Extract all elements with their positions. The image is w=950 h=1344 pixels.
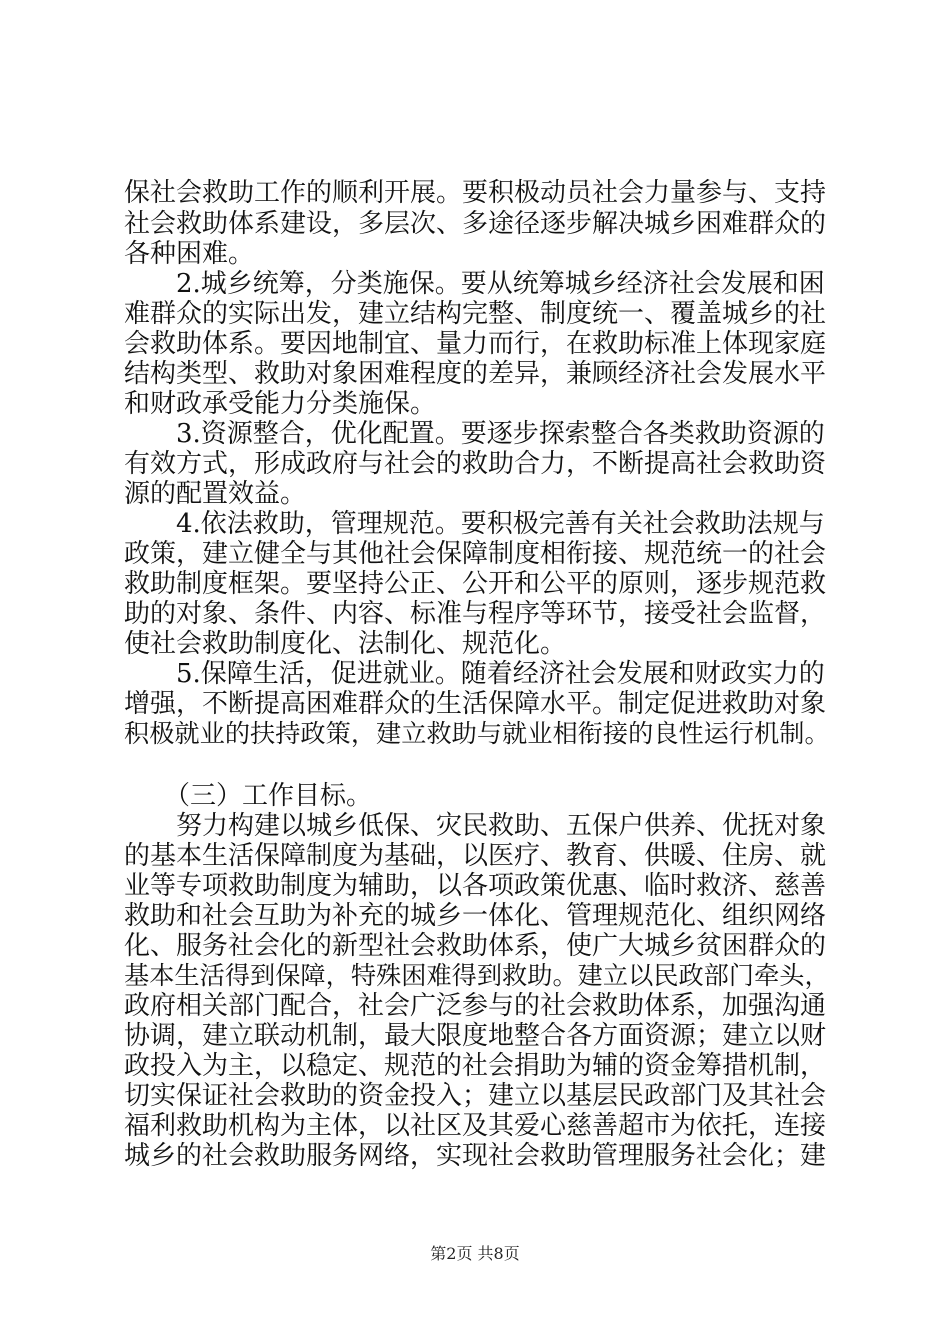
page-footer: 第2页 共8页	[430, 1244, 520, 1263]
text-line: 协调，建立联动机制，最大限度地整合各方面资源；建立以财	[124, 1021, 827, 1051]
text-line: 社会救助体系建设，多层次、多途径逐步解决城乡困难群众的	[124, 209, 827, 239]
section-heading: （三）工作目标。	[164, 781, 373, 811]
text-line: 会救助体系。要因地制宜、量力而行，在救助标准上体现家庭	[124, 329, 827, 359]
text-line: 政策，建立健全与其他社会保障制度相衔接、规范统一的社会	[124, 539, 827, 569]
text-line: 切实保证社会救助的资金投入；建立以基层民政部门及其社会	[124, 1081, 827, 1111]
text-line: 2.城乡统筹，分类施保。要从统筹城乡经济社会发展和困	[176, 269, 825, 299]
text-line: 有效方式，形成政府与社会的救助合力，不断提高社会救助资	[124, 449, 827, 479]
text-line: 救助制度框架。要坚持公正、公开和公平的原则，逐步规范救	[124, 569, 827, 599]
text-line: 3.资源整合，优化配置。要逐步探索整合各类救助资源的	[176, 419, 825, 449]
text-line: 努力构建以城乡低保、灾民救助、五保户供养、优抚对象	[176, 811, 827, 841]
text-line: 福利救助机构为主体，以社区及其爱心慈善超市为依托，连接	[124, 1111, 827, 1141]
text-line: 基本生活得到保障，特殊困难得到救助。建立以民政部门牵头，	[124, 961, 830, 990]
text-line: 难群众的实际出发，建立结构完整、制度统一、覆盖城乡的社	[124, 299, 827, 329]
text-line: 积极就业的扶持政策，建立救助与就业相衔接的良性运行机制。	[124, 719, 830, 748]
text-line: 5.保障生活，促进就业。随着经济社会发展和财政实力的	[176, 659, 825, 689]
text-line: 化、服务社会化的新型社会救助体系，使广大城乡贫困群众的	[124, 931, 827, 961]
text-line: 的基本生活保障制度为基础，以医疗、教育、供暖、住房、就	[124, 841, 827, 871]
text-line: 业等专项救助制度为辅助，以各项政策优惠、临时救济、慈善	[124, 871, 827, 901]
text-line: 救助和社会互助为补充的城乡一体化、管理规范化、组织网络	[124, 901, 827, 931]
text-line: 政投入为主，以稳定、规范的社会捐助为辅的资金筹措机制，	[124, 1051, 827, 1081]
text-line: 城乡的社会救助服务网络，实现社会救助管理服务社会化；建	[124, 1141, 827, 1171]
text-line: 源的配置效益。	[124, 479, 307, 509]
text-line: 使社会救助制度化、法制化、规范化。	[124, 629, 567, 659]
text-line: 4.依法救助，管理规范。要积极完善有关社会救助法规与	[176, 509, 825, 539]
text-line: 政府相关部门配合，社会广泛参与的社会救助体系，加强沟通	[124, 991, 827, 1021]
text-line: 增强，不断提高困难群众的生活保障水平。制定促进救助对象	[124, 689, 827, 719]
text-line: 各种困难。	[124, 239, 255, 269]
text-line: 助的对象、条件、内容、标准与程序等环节，接受社会监督，	[124, 599, 827, 629]
text-line: 和财政承受能力分类施保。	[124, 389, 437, 419]
text-line: 结构类型、救助对象困难程度的差异，兼顾经济社会发展水平	[124, 359, 827, 389]
text-line: 保社会救助工作的顺利开展。要积极动员社会力量参与、支持	[124, 178, 827, 208]
